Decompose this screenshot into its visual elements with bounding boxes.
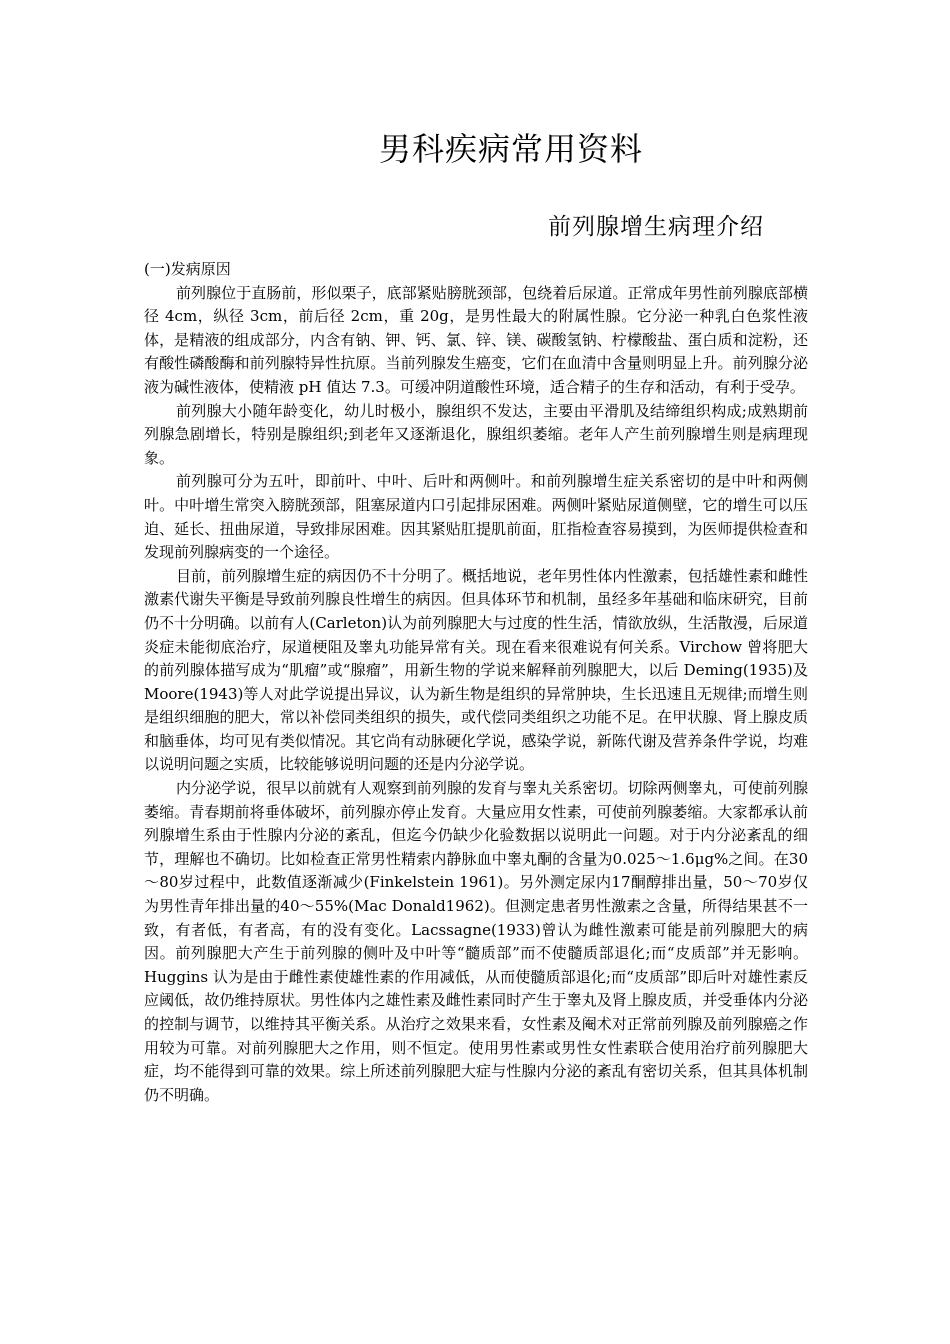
paragraph-5: 内分泌学说，很早以前就有人观察到前列腺的发育与睾丸关系密切。切除两侧睾丸，可使前列腺萎缩。青春期前将垂体破坏，前列腺亦停止发育。大量应用女性素，可使前列腺萎缩。大家都承认前列腺增生系由于性腺内分泌的紊乱，但迄今仍缺少化验数据以说明此一问题。对于内分泌紊乱的细节，理解也不确切。比如检查正常男性精索内静脉血中睾丸酮的含量为0.025～1.6μg%之间。在30～80岁过程中，此数值逐渐减少(Finkelstein 1961)。另外测定尿内17酮醇排出量，50～70岁仅为男性青年排出量的40～55%(Mac Donald1962)。但测定患者男性激素之含量，所得结果甚不一致，有者低，有者高，有的没有变化。Lacssagne(1933)曾认为雌性激素可能是前列腺肥大的病因。前列腺肥大产生于前列腺的侧叶及中叶等“髓质部”而不使髓质部退化;而“皮质部”并无影响。Huggins 认为是由于雌性素使雄性素的作用减低，从而使髓质部退化;而“皮质部”即后叶对雄性素反应阈低，故仍维持原状。男性体内之雄性素及雌性素同时产生于睾丸及肾上腺皮质，并受垂体内分泌的控制与调节，以维持其平衡关系。从治疗之效果来看，女性素及阉术对正常前列腺及前列腺癌之作用较为可靠。对前列腺肥大之作用，则不恒定。使用男性素或男性女性素联合使用治疗前列腺肥大症，均不能得到可靠的效果。综上所述前列腺肥大症与性腺内分泌的紊乱有密切关系，但其具体机制仍不明确。 bbox=[144, 779, 808, 1104]
document-title: 男科疾病常用资料 bbox=[378, 130, 643, 168]
paragraph-4: 目前，前列腺增生症的病因仍不十分明了。概括地说，老年男性体内性激素，包括雄性素和雌性激素代谢失平衡是导致前列腺良性增生的病因。但具体环节和机制，虽经多年基础和临床研究，目前仍不十分明确。以前有人(Carleton)认为前列腺肥大与过度的性生活，情欲放纵，生活散漫，后尿道炎症未能彻底治疗，尿道梗阻及睾丸功能异常有关。现在看来很难说有何关系。Virchow 曾将肥大的前列腺体描写成为“肌瘤”或“腺瘤”，用新生物的学说来解释前列腺肥大，以后 Deming(1935)及 Moore(1943)等人对此学说提出异议，认为新生物是组织的异常肿块，生长迅速且无规律;而增生则是组织细胞的肥大，常以补偿同类组织的损失，或代偿同类组织之功能不足。在甲状腺、肾上腺皮质和脑垂体，均可见有类似情况。其它尚有动脉硬化学说，感染学说，新陈代谢及营养条件学说，均难以说明问题之实质，比较能够说明问题的还是内分泌学说。 bbox=[144, 566, 808, 774]
paragraph-1: 前列腺位于直肠前，形似栗子，底部紧贴膀胱颈部，包绕着后尿道。正常成年男性前列腺底部横径 4cm，纵径 3cm，前后径 2cm，重 20g，是男性最大的附属性腺。它分泌一种乳白色浆性液体，是精液的组成部分，内含有钠、钾、钙、氯、锌、镁、碳酸氢钠、柠檬酸盐、蛋白质和淀粉，还有酸性磷酸酶和前列腺特异性抗原。当前列腺发生癌变，它们在血清中含量则明显上升。前列腺分泌液为碱性液体，使精液 pH 值达 7.3。可缓冲阴道酸性环境，适合精子的生存和活动，有利于受孕。 bbox=[144, 283, 808, 396]
paragraph-2: 前列腺大小随年龄变化，幼儿时极小，腺组织不发达，主要由平滑肌及结缔组织构成;成熟期前列腺急剧增长，特别是腺组织;到老年又逐渐退化，腺组织萎缩。老年人产生前列腺增生则是病理现象。 bbox=[144, 401, 808, 467]
document-body bbox=[144, 258, 808, 1107]
document-subtitle: 前列腺增生病理介绍 bbox=[548, 214, 764, 240]
paragraph-3: 前列腺可分为五叶，即前叶、中叶、后叶和两侧叶。和前列腺增生症关系密切的是中叶和两侧叶。中叶增生常突入膀胱颈部，阻塞尿道内口引起排尿困难。两侧叶紧贴尿道侧壁，它的增生可以压迫、延长、扭曲尿道，导致排尿困难。因其紧贴肛提肌前面，肛指检查容易摸到，为医师提供检查和发现前列腺病变的一个途径。 bbox=[144, 472, 808, 562]
section-heading: (一)发病原因 bbox=[144, 260, 231, 278]
